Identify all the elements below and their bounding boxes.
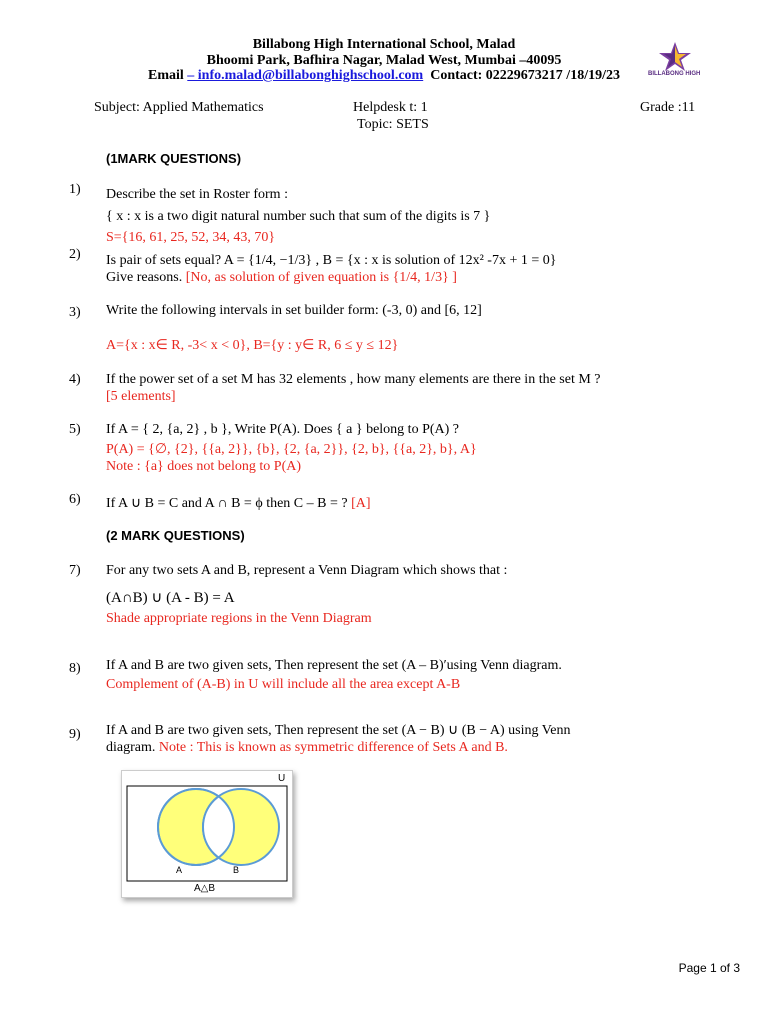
section-two-mark: (2 MARK QUESTIONS) <box>106 528 245 543</box>
question-number: 7) <box>69 563 81 578</box>
question-text: For any two sets A and B, represent a Venn Diagram which shows that : <box>106 563 508 578</box>
answer-text: Complement of (A-B) in U will include all the area except A-B <box>106 677 461 692</box>
question-text: If A = { 2, {a, 2} , b }, Write P(A). Does { a } belong to P(A) ? <box>106 422 460 437</box>
page-number: Page 1 of 3 <box>678 961 740 975</box>
question-number: 6) <box>69 492 81 507</box>
answer-text: P(A) = {∅, {2}, {{a, 2}}, {b}, {2, {a, 2}}, {2, b}, {{a, 2}, b}, A} <box>106 442 477 457</box>
grade-label: Grade :11 <box>640 100 696 115</box>
question-text-line2 <box>106 270 457 286</box>
school-name: Billabong High International School, Malad <box>252 37 516 52</box>
set-b-label: B <box>233 865 240 875</box>
subject-label: Subject: Applied Mathematics <box>94 100 264 115</box>
school-address: Bhoomi Park, Bafhira Nagar, Malad West, Mumbai –40095 <box>206 53 562 68</box>
question-number: 4) <box>69 372 81 387</box>
contact-numbers: Contact: 02229673217 /18/19/23 <box>430 68 620 83</box>
answer-note: Note : {a} does not belong to P(A) <box>106 459 302 474</box>
question-text: diagram. <box>106 740 156 755</box>
question-text: Give reasons. <box>106 270 183 285</box>
topic-label: Topic: SETS <box>357 117 429 132</box>
venn-caption: A△B <box>194 883 216 894</box>
question-text: If A ∪ B = C and A ∩ B = ϕ then C – B = ? <box>106 496 348 511</box>
question-number: 9) <box>69 727 81 742</box>
question-line <box>106 495 371 512</box>
helpdesk-label: Helpdesk t: 1 <box>353 100 428 115</box>
question-number: 3) <box>69 305 81 320</box>
question-text: Describe the set in Roster form : <box>106 187 288 202</box>
answer-text: [A] <box>351 496 371 511</box>
question-number: 5) <box>69 422 81 437</box>
question-text: Is pair of sets equal? A = {1/4, −1/3} , B = {x : x is solution of 12x² -7x + 1 = 0} <box>106 253 557 268</box>
question-number: 2) <box>69 247 81 262</box>
question-text: If A and B are two given sets, Then represent the set (A – B)′using Venn diagram. <box>106 658 562 673</box>
formula: (A∩B) ∪ (A - B) = A <box>106 590 235 606</box>
answer-text: [5 elements] <box>106 389 176 404</box>
question-number: 1) <box>69 182 81 197</box>
answer-text: Note : This is known as symmetric difference of Sets A and B. <box>158 740 508 755</box>
venn-diagram <box>121 770 293 898</box>
section-one-mark: (1MARK QUESTIONS) <box>106 151 242 166</box>
logo-text: BILLABONG HIGH <box>648 71 701 77</box>
universe-label: U <box>278 773 286 784</box>
contact-line <box>0 68 768 84</box>
question-text: If A and B are two given sets, Then represent the set (A − B) ∪ (B − A) using Venn <box>106 723 571 738</box>
answer-text: [No, as solution of given equation is {1/4, 1/3} ] <box>185 270 457 285</box>
email-link[interactable]: – info.malad@billabonghighschool.com <box>187 68 424 83</box>
answer-text: A={x : x∈ R, -3< x < 0}, B={y : y∈ R, 6 ≤ y ≤ 12} <box>106 338 399 353</box>
answer-text: Shade appropriate regions in the Venn Diagram <box>106 611 372 626</box>
answer-text: S={16, 61, 25, 52, 34, 43, 70} <box>106 230 276 245</box>
set-a-label: A <box>176 865 183 875</box>
question-text: { x : x is a two digit natural number such that sum of the digits is 7 } <box>106 209 491 224</box>
question-text: Write the following intervals in set builder form: (-3, 0) and [6, 12] <box>106 303 482 318</box>
question-line <box>106 740 508 756</box>
venn-svg <box>122 771 292 897</box>
email-label: Email <box>148 68 184 83</box>
question-text: If the power set of a set M has 32 elements , how many elements are there in the set M ? <box>106 372 601 387</box>
question-number: 8) <box>69 661 81 676</box>
